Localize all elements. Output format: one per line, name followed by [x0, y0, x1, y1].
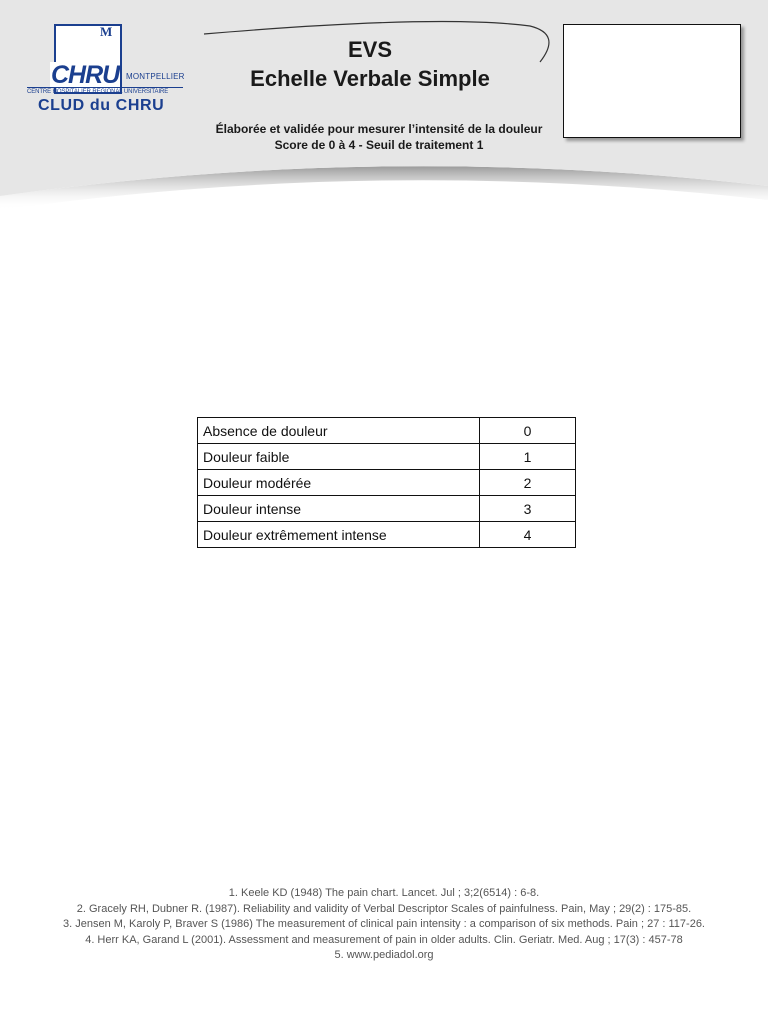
org-name: CLUD du CHRU [38, 97, 165, 114]
reference-item: 2. Gracely RH, Dubner R. (1987). Reliability and validity of Verbal Descriptor Scales of painfulness. Pain, May ; 29(2) : 175-85. [76, 902, 692, 915]
scale-score: 4 [480, 522, 576, 548]
subtitle-purpose: Élaborée et validée pour mesurer l’intensité de la douleur [215, 122, 543, 136]
scale-score: 3 [480, 496, 576, 522]
page-title-full: Echelle Verbale Simple [250, 66, 490, 91]
table-row [198, 522, 576, 548]
reference-item: 4. Herr KA, Garand L (2001). Assessment and measurement of pain in older adults. Clin. Geriatr. Med. Aug ; 17(3) : 457-78 [85, 933, 683, 946]
subtitle-score: Score de 0 à 4 - Seuil de traitement 1 [274, 138, 484, 152]
scale-label: Douleur extrêmement intense [198, 522, 480, 548]
table-row [198, 496, 576, 522]
scale-label: Douleur faible [198, 444, 480, 470]
logo-city: MONTPELLIER [126, 72, 185, 81]
reference-link[interactable]: 5. www.pediadol.org [334, 949, 434, 961]
references [0, 886, 768, 964]
subtitle-block [180, 121, 578, 153]
reference-item: 1. Keele KD (1948) The pain chart. Lancet. Jul ; 3;2(6514) : 6-8. [228, 887, 540, 899]
logo-letter: M [100, 24, 113, 39]
scale-label: Absence de douleur [198, 418, 480, 444]
scale-label: Douleur modérée [198, 470, 480, 496]
reference-item: 3. Jensen M, Karoly P, Braver S (1986) The measurement of clinical pain intensity : a comparison of six methods. Pain ; 27 : 117-26. [63, 918, 705, 930]
scale-label: Douleur intense [198, 496, 480, 522]
logo-subtitle: CENTRE HOSPITALIER REGIONAL UNIVERSITAIRE [27, 87, 183, 95]
title-block [200, 36, 540, 94]
scale-score: 0 [480, 418, 576, 444]
pain-scale-table [197, 417, 576, 548]
scale-score: 2 [480, 470, 576, 496]
page-title: EVS [347, 37, 393, 62]
patient-label-box [563, 24, 741, 138]
scale-score: 1 [480, 444, 576, 470]
table-row [198, 418, 576, 444]
table-row [198, 470, 576, 496]
logo-wordmark: CHRU [51, 61, 120, 89]
table-row [198, 444, 576, 470]
